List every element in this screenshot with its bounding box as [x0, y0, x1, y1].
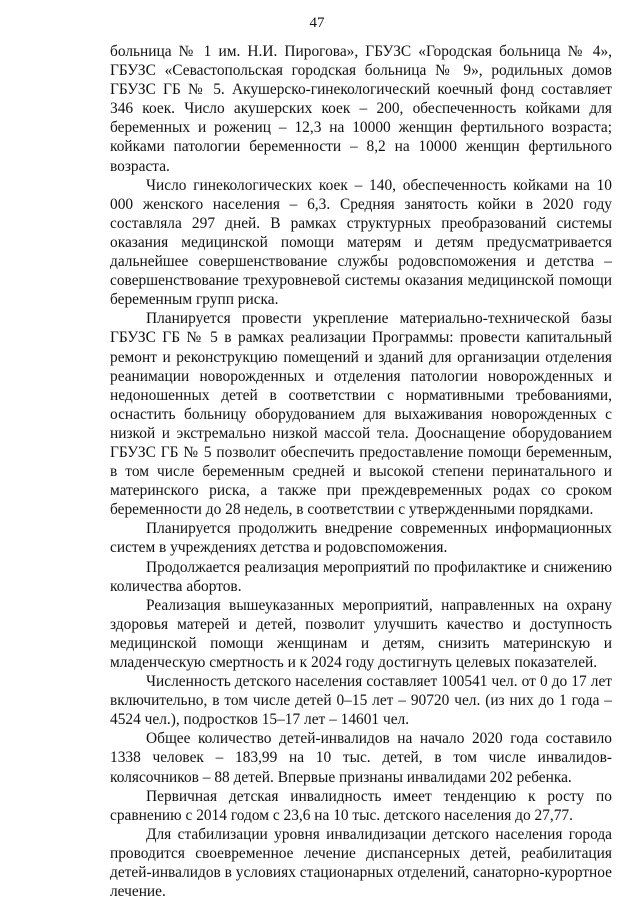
paragraph: Реализация вышеуказанных мероприятий, направленных на охрану здоровья матерей и детей, позволит улучшить качество и доступность медицинской помощи женщинам и детям, снизить материнскую и младенческую смертность и к 2024 году достигнуть целевых показателей. [110, 596, 612, 671]
page-number: 47 [309, 15, 325, 31]
paragraph: Численность детского населения составляет 100541 чел. от 0 до 17 лет включительно, в том числе детей 0–15 лет – 90720 чел. (из них до 1 года – 4524 чел.), подростков 15–17 лет – 14601 чел. [110, 673, 612, 729]
paragraph: Число гинекологических коек – 140, обеспеченность койками на 10 000 женского населения – 6,3. Средняя занятость койки в 2020 году составляла 297 дней. В рамках структурных преобразований системы оказания медицинской помощи матерям и детям предусматривается дальнейшее совершенствование службы родовспоможения и детства – совершенствование трехуровневой системы оказания медицинской помощи беременным групп риска. [110, 176, 612, 309]
paragraph-continuation: больница № 1 им. Н.И. Пирогова», ГБУЗС «Городская больница № 4», ГБУЗС «Севастопольская городская больница № 9», родильных домов ГБУЗС ГБ № 5. Акушерско-гинекологический коечный фонд составляет 346 коек. Число акушерских коек – 200, обеспеченность койками для беременных и рожениц – 12,3 на 10000 женщин фертильного возраста; койками патологии беременности – 8,2 на 10000 женщин фертильного возраста. [110, 43, 612, 175]
paragraph: Планируется продолжить внедрение современных информационных систем в учреждениях детства и родовспоможения. [110, 520, 612, 557]
paragraph: Общее количество детей-инвалидов на начало 2020 года составило 1338 человек – 183,99 на 10 тыс. детей, в том числе инвалидов-колясочников – 88 детей. Впервые признаны инвалидами 202 ребенка. [110, 730, 612, 786]
paragraph: Планируется провести укрепление материально-технической базы ГБУЗС ГБ № 5 в рамках реализации Программы: провести капитальный ремонт и реконструкцию помещений и зданий для организации отделения реанимации новорожденных и отделения патологии новорожденных и недоношенных детей в соответствии с нормативными требованиями, оснастить больницу оборудованием для выхаживания новорожденных с низкой и экстремально низкой массой тела. Дооснащение оборудованием ГБУЗС ГБ № 5 позволит обеспечить предоставление помощи беременным, в том числе беременным средней и высокой степени перинатального и материнского риска, а также при преждевременных родах со сроком беременности до 28 недель, в соответствии с утвержденными порядками. [110, 310, 612, 519]
paragraph: Первичная детская инвалидность имеет тенденцию к росту по сравнению с 2014 годом с 23,6 на 10 тыс. детского населения до 27,77. [110, 787, 612, 824]
paragraph: Для стабилизации уровня инвалидизации детского населения города проводится своевременное лечение диспансерных детей, реабилитация детей-инвалидов в условиях стационарных отделений, санаторно-курортное лечение. [110, 825, 613, 901]
body-text [110, 42, 612, 901]
paragraph: Продолжается реализация мероприятий по профилактике и снижению количества абортов. [110, 558, 612, 595]
